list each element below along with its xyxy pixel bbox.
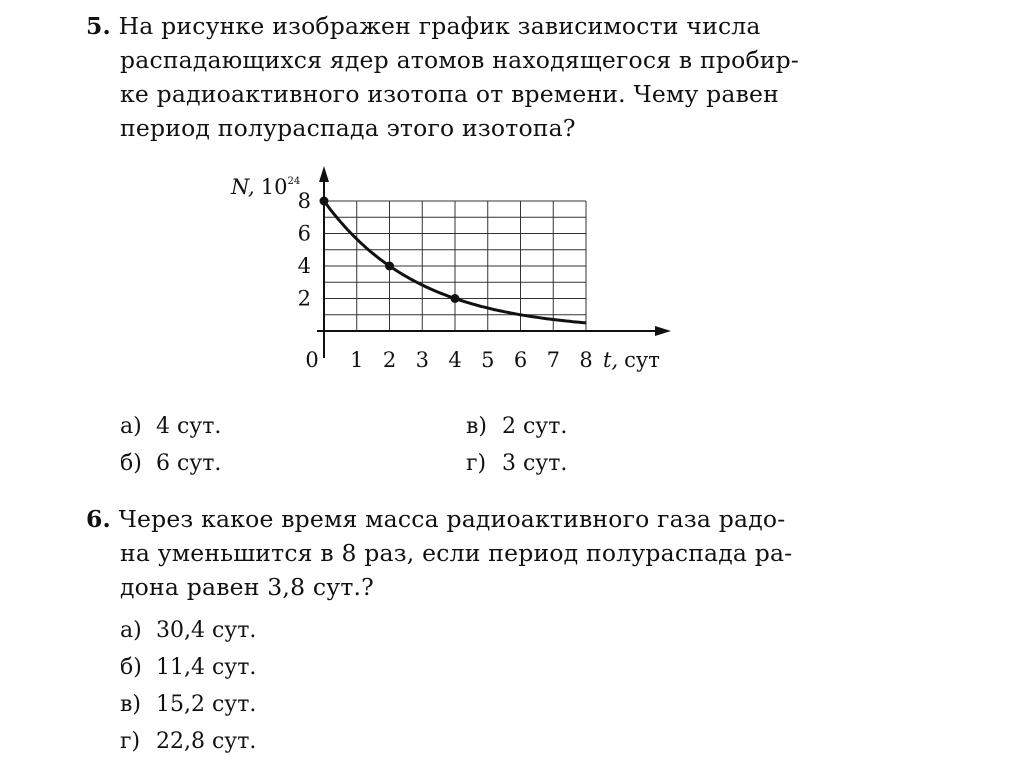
q5-line-1 xyxy=(86,12,761,40)
q6-number: 6. xyxy=(86,505,111,533)
q6-answer-a xyxy=(120,618,256,643)
origin-label: 0 xyxy=(305,348,319,372)
q5-line-2: распадающихся ядер атомов находящегося в пробир- xyxy=(120,46,800,74)
q5-line-3: ке радиоактивного изотопа от времени. Чему равен xyxy=(120,80,780,108)
q6-line-2: на уменьшится в 8 раз, если период полураспада ра- xyxy=(120,539,793,567)
chart-axes xyxy=(317,166,671,358)
answer-text: 2 сут. xyxy=(502,414,568,439)
answer-text: 6 сут. xyxy=(156,451,222,476)
y-tick-label: 8 xyxy=(297,189,311,213)
answer-text: 4 сут. xyxy=(156,414,222,439)
answer-label: в) xyxy=(120,692,141,717)
answer-label: г) xyxy=(466,451,487,476)
answer-text: 15,2 сут. xyxy=(156,692,257,717)
x-axis-label: t, сут xyxy=(603,348,660,372)
q6-line-3: дона равен 3,8 сут.? xyxy=(120,573,374,601)
q5-answer-d xyxy=(466,451,567,476)
q5-number: 5. xyxy=(86,12,111,40)
chart-grid xyxy=(324,201,586,331)
x-tick-label: 5 xyxy=(481,348,495,372)
x-axis-arrow xyxy=(655,326,671,336)
q6-text-1: Через какое время масса радиоактивного газа радо- xyxy=(118,505,786,533)
answer-text: 3 сут. xyxy=(502,451,568,476)
answer-text: 30,4 сут. xyxy=(156,618,257,643)
q6-answer-b xyxy=(120,655,256,680)
q5-answer-b xyxy=(120,451,221,476)
y-axis-label: N, $10^{24}$ xyxy=(231,175,301,199)
q5-line-4: период полураспада этого изотопа? xyxy=(120,114,576,142)
answer-text: 11,4 сут. xyxy=(156,655,257,680)
x-tick-label: 1 xyxy=(350,348,364,372)
decay-chart xyxy=(225,160,685,380)
q6-answer-c xyxy=(120,692,256,717)
q5-answer-c xyxy=(466,414,567,439)
q6-answer-d xyxy=(120,729,256,754)
answer-label: г) xyxy=(120,729,141,754)
tick-labels xyxy=(298,189,593,372)
q6-line-1 xyxy=(86,505,785,533)
data-point xyxy=(320,197,329,206)
x-tick-label: 2 xyxy=(382,348,397,372)
x-tick-label: 7 xyxy=(546,348,560,372)
answer-text: 22,8 сут. xyxy=(156,729,257,754)
answer-label: а) xyxy=(120,414,142,439)
y-tick-label: 6 xyxy=(297,221,311,246)
x-tick-label: 4 xyxy=(448,348,462,372)
y-axis-arrow xyxy=(319,166,329,182)
q5-text-1: На рисунке изображен график зависимости числа xyxy=(118,12,761,40)
data-point xyxy=(451,294,460,303)
q5-answer-a xyxy=(120,414,221,439)
answer-label: а) xyxy=(120,618,142,643)
x-tick-label: 8 xyxy=(579,348,593,372)
x-tick-label: 3 xyxy=(415,348,429,372)
data-point xyxy=(385,262,394,271)
x-tick-label: 6 xyxy=(513,348,528,372)
y-tick-label: 4 xyxy=(297,254,311,278)
answer-label: в) xyxy=(466,414,487,439)
answer-label: б) xyxy=(120,451,142,476)
answer-label: б) xyxy=(120,655,142,680)
y-tick-label: 2 xyxy=(297,286,311,311)
